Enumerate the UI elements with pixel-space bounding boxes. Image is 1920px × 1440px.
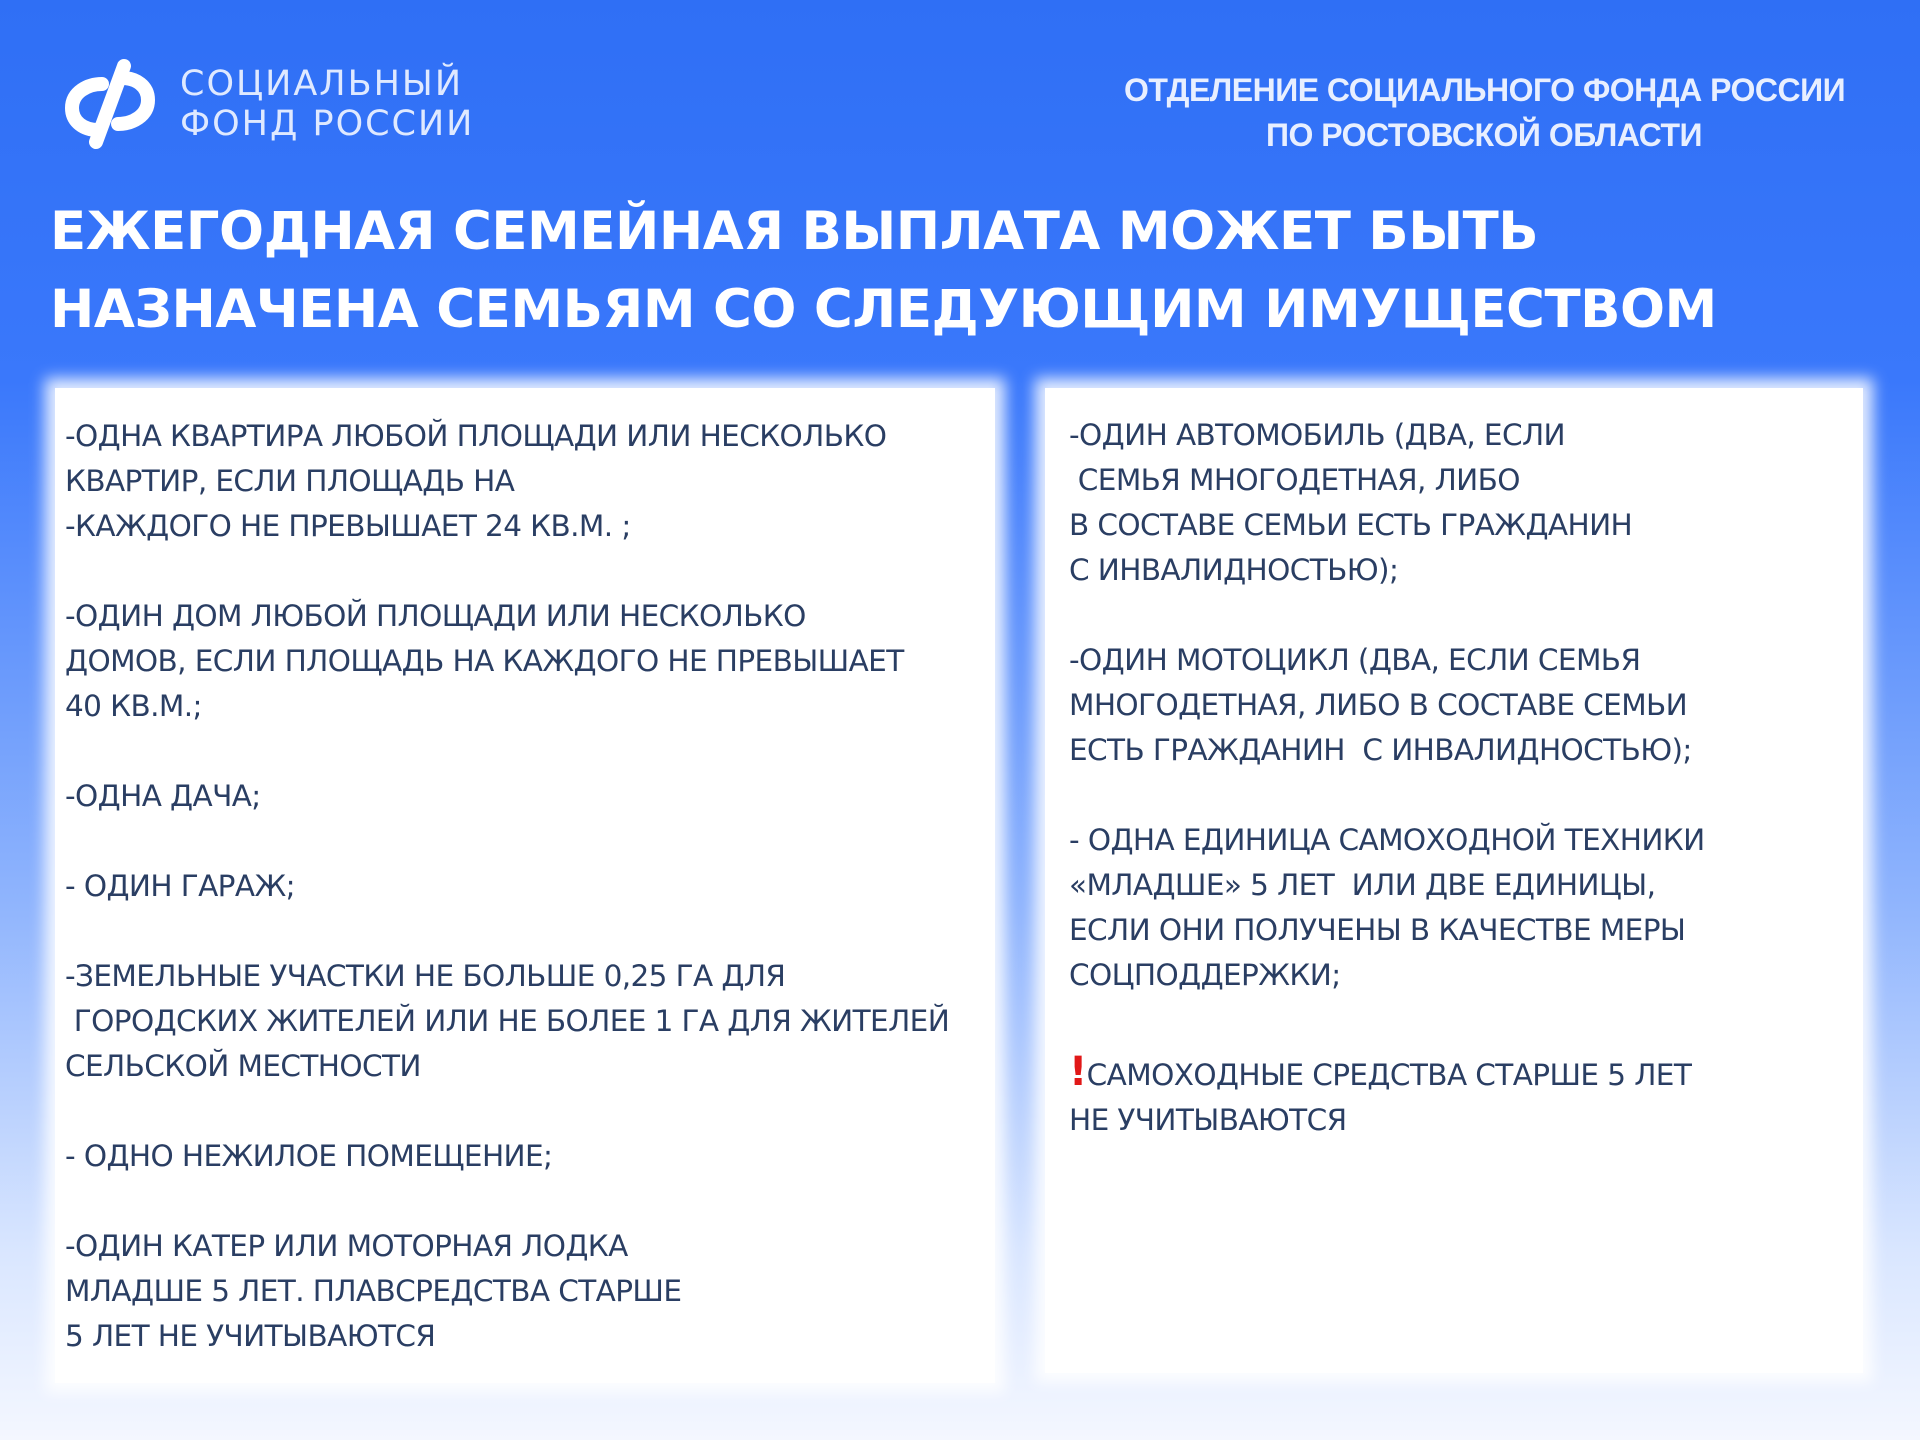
exclamation-icon: ! <box>1069 1049 1087 1095</box>
text-line: КВАРТИР, ЕСЛИ ПЛОЩАДЬ НА <box>65 464 515 498</box>
text-line: 40 КВ.М.; <box>65 689 202 723</box>
list-item-apartment <box>65 414 995 549</box>
text-line: ДОМОВ, ЕСЛИ ПЛОЩАДЬ НА КАЖДОГО НЕ ПРЕВЫШАЕТ <box>65 644 904 678</box>
list-item-garage <box>65 864 995 909</box>
list-item-house <box>65 594 995 729</box>
sfr-logo <box>58 56 474 152</box>
text-line: - ОДНО НЕЖИЛОЕ ПОМЕЩЕНИЕ; <box>65 1139 553 1173</box>
logo-line-1: СОЦИАЛЬНЫЙ <box>180 64 463 104</box>
text-line: -КАЖДОГО НЕ ПРЕВЫШАЕТ 24 КВ.М. ; <box>65 509 631 543</box>
text-line: -ОДИН АВТОМОБИЛЬ (ДВА, ЕСЛИ <box>1069 418 1565 452</box>
sfr-logo-icon <box>58 56 162 152</box>
list-item-dacha <box>65 774 995 819</box>
text-line: - ОДНА ЕДИНИЦА САМОХОДНОЙ ТЕХНИКИ <box>1069 823 1705 857</box>
text-line: -ОДИН МОТОЦИКЛ (ДВА, ЕСЛИ СЕМЬЯ <box>1069 643 1641 677</box>
title-line-2: НАЗНАЧЕНА СЕМЬЯМ СО СЛЕДУЮЩИМ ИМУЩЕСТВОМ <box>50 279 1717 340</box>
text-line: -ОДИН ДОМ ЛЮБОЙ ПЛОЩАДИ ИЛИ НЕСКОЛЬКО <box>65 599 806 633</box>
text-line: «МЛАДШЕ» 5 ЛЕТ ИЛИ ДВЕ ЕДИНИЦЫ, <box>1069 868 1656 902</box>
warning-note <box>1069 1050 1863 1143</box>
list-item-motorcycle <box>1069 638 1863 773</box>
list-item-car <box>1069 413 1863 593</box>
title-line-1: ЕЖЕГОДНАЯ СЕМЕЙНАЯ ВЫПЛАТА МОЖЕТ БЫТЬ <box>50 201 1539 262</box>
text-line: -ОДИН КАТЕР ИЛИ МОТОРНАЯ ЛОДКА <box>65 1229 628 1263</box>
text-line: СОЦПОДДЕРЖКИ; <box>1069 958 1341 992</box>
text-line: СЕЛЬСКОЙ МЕСТНОСТИ <box>65 1049 421 1083</box>
text-line: МНОГОДЕТНАЯ, ЛИБО В СОСТАВЕ СЕМЬИ <box>1069 688 1688 722</box>
list-item-land <box>65 954 995 1089</box>
note-line-1 <box>1069 1050 1863 1098</box>
text-line: -ОДНА ДАЧА; <box>65 779 261 813</box>
branch-line-1: ОТДЕЛЕНИЕ СОЦИАЛЬНОГО ФОНДА РОССИИ <box>1124 72 1846 108</box>
list-item-nonresidential <box>65 1134 995 1179</box>
text-line: СЕМЬЯ МНОГОДЕТНАЯ, ЛИБО <box>1069 463 1520 497</box>
branch-line-2: ПО РОСТОВСКОЙ ОБЛАСТИ <box>1265 117 1703 153</box>
text-line: В СОСТАВЕ СЕМЬИ ЕСТЬ ГРАЖДАНИН <box>1069 508 1633 542</box>
list-item-machinery <box>1069 818 1863 998</box>
page-title <box>50 193 1717 349</box>
left-card <box>55 388 995 1383</box>
text-line: ЕСТЬ ГРАЖДАНИН С ИНВАЛИДНОСТЬЮ); <box>1069 733 1692 767</box>
text-line: С ИНВАЛИДНОСТЬЮ); <box>1069 553 1399 587</box>
branch-name <box>1124 68 1844 158</box>
text-line: 5 ЛЕТ НЕ УЧИТЫВАЮТСЯ <box>65 1319 436 1353</box>
logo-text <box>180 64 474 144</box>
text-line: -ОДНА КВАРТИРА ЛЮБОЙ ПЛОЩАДИ ИЛИ НЕСКОЛЬКО <box>65 419 887 453</box>
note-line-2: НЕ УЧИТЫВАЮТСЯ <box>1069 1103 1347 1137</box>
text-line: МЛАДШЕ 5 ЛЕТ. ПЛАВСРЕДСТВА СТАРШЕ <box>65 1274 682 1308</box>
text-line: -ЗЕМЕЛЬНЫЕ УЧАСТКИ НЕ БОЛЬШЕ 0,25 ГА ДЛЯ <box>65 959 786 993</box>
logo-line-2: ФОНД РОССИИ <box>180 104 475 144</box>
list-item-boat <box>65 1224 995 1359</box>
text-line: ГОРОДСКИХ ЖИТЕЛЕЙ ИЛИ НЕ БОЛЕЕ 1 ГА ДЛЯ ЖИТЕЛЕЙ <box>65 1004 950 1038</box>
note-text: САМОХОДНЫЕ СРЕДСТВА СТАРШЕ 5 ЛЕТ <box>1086 1058 1692 1092</box>
right-card <box>1045 388 1863 1373</box>
text-line: - ОДИН ГАРАЖ; <box>65 869 295 903</box>
text-line: ЕСЛИ ОНИ ПОЛУЧЕНЫ В КАЧЕСТВЕ МЕРЫ <box>1069 913 1686 947</box>
